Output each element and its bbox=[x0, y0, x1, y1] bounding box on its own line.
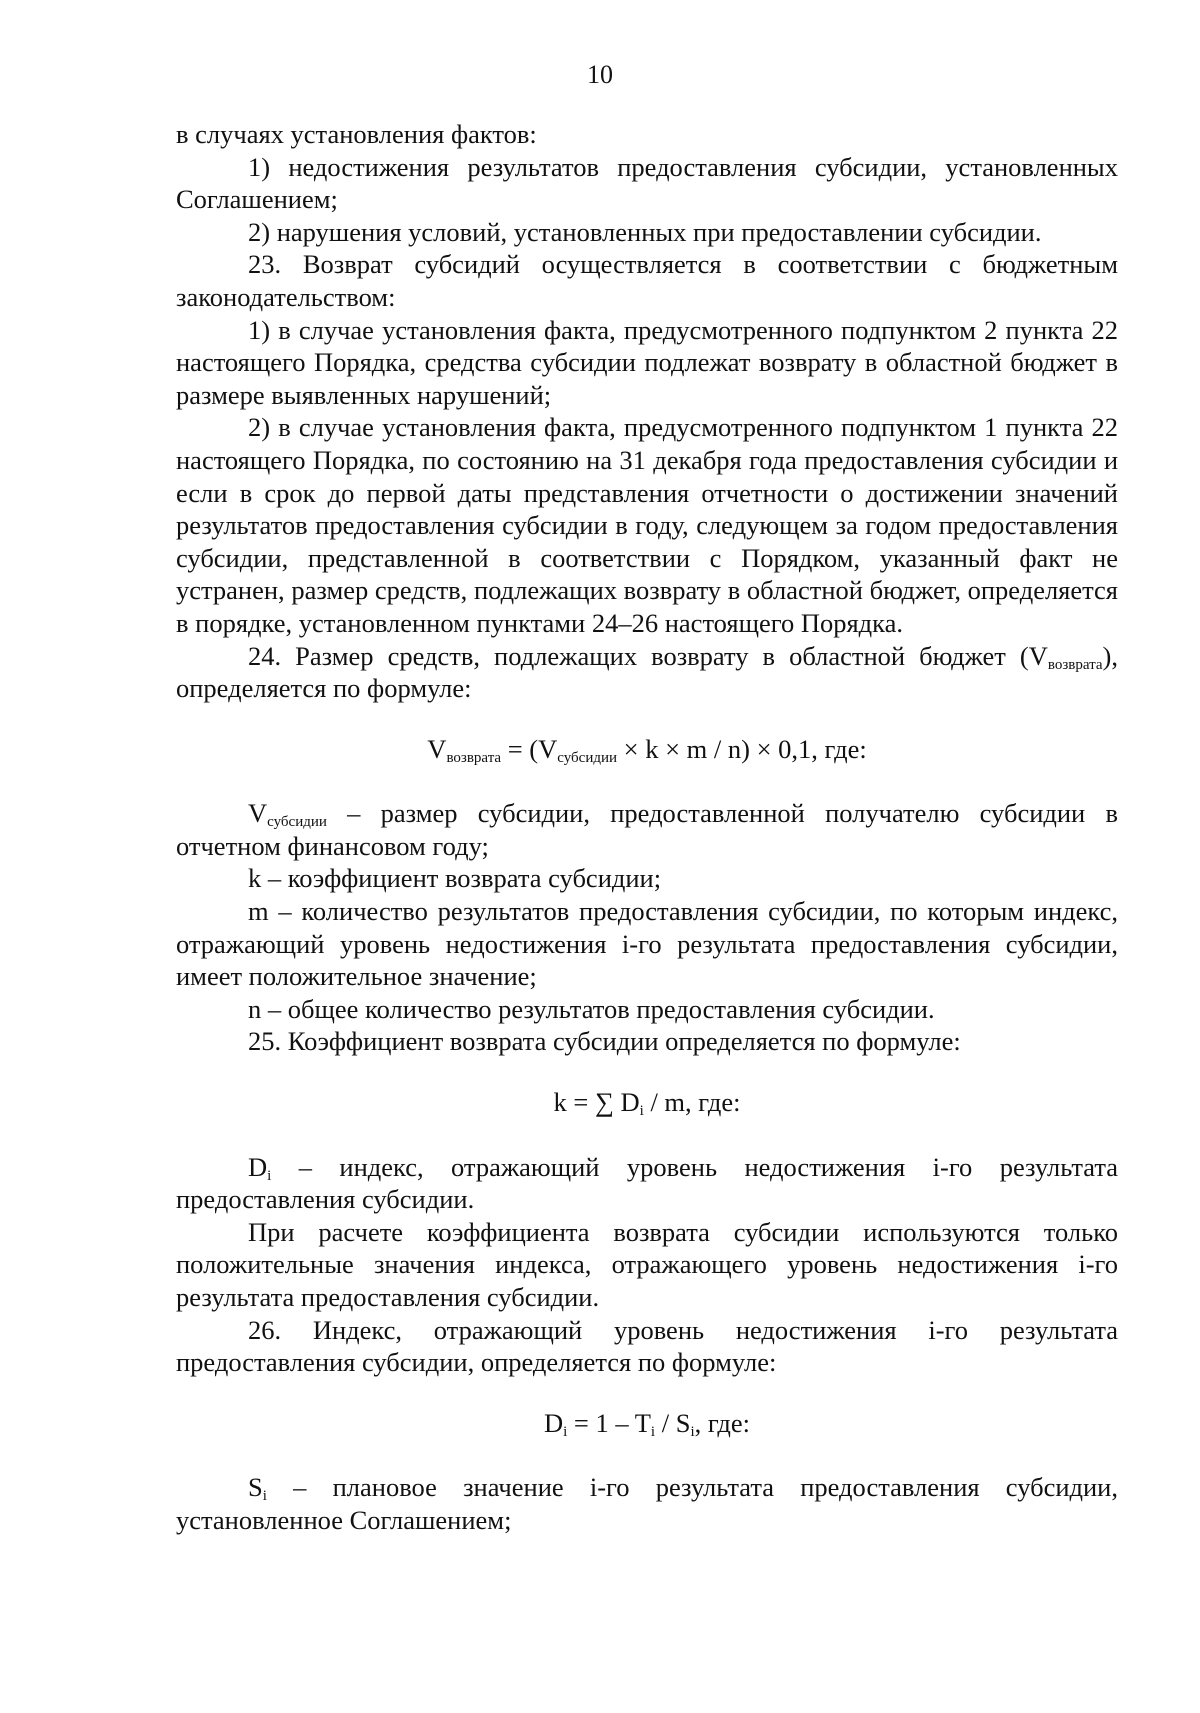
definition-m: m – количество результатов предоставления субсидии, по которым индекс, отражающий уровень недостижения i-го результата предоставления субсидии, имеет положительное значение; bbox=[176, 896, 1118, 992]
formula-k: k = ∑ $D_i$ / m, где: bbox=[553, 1087, 741, 1120]
formula-d: $D_i = 1 - T_i / S_i$, где: bbox=[543, 1407, 751, 1440]
paragraph-23-item-2: 2) в случае установления факта, предусмотренного подпунктом 1 пункта 22 настоящего Порядка, по состоянию на 31 декабря года предоставления субсидии и если в срок до первой даты представления отчетности о достижении значений результатов предоставления субсидии в году, следующем за годом предоставления субсидии, представленной в соответствии с Порядком, указанный факт не устранен, размер средств, подлежащих возврату в областной бюджет, определяется в порядке, установленном пунктами 24–26 настоящего Порядка. bbox=[176, 412, 1118, 638]
paragraph-positive-values: При расчете коэффициента возврата субсидии используются только положительные значения индекса, отражающего уровень недостижения i-го результата предоставления субсидии. bbox=[176, 1216, 1118, 1312]
paragraph-23: 23. Возврат субсидий осуществляется в соответствии с бюджетным законодательством: bbox=[176, 249, 1118, 312]
definition-n: n – общее количество результатов предоставления субсидии. bbox=[248, 993, 935, 1024]
paragraph-item-1: 1) недостижения результатов предоставления субсидии, установленных Соглашением; bbox=[176, 151, 1118, 215]
document-body bbox=[176, 118, 1118, 1537]
paragraph-item-2: 2) нарушения условий, установленных при предоставлении субсидии. bbox=[248, 216, 1042, 247]
paragraph-intro: в случаях установления фактов: bbox=[176, 119, 537, 149]
definition-s: $S_i$ – плановое значение i-го результата предоставления субсидии, установленное Соглашением; bbox=[176, 1472, 1118, 1535]
definition-d: $D_i$ – индекс, отражающий уровень недостижения i-го результата предоставления субсидии. bbox=[176, 1151, 1118, 1215]
definition-k: k – коэффициент возврата субсидии; bbox=[248, 863, 662, 894]
paragraph-26: 26. Индекс, отражающий уровень недостижения i-го результата предоставления субсидии, определяется по формуле: bbox=[176, 1314, 1118, 1378]
formula-v-return: $V_{возврата} = (V_{субсидии} \times k \times m / n) \times 0,1$, где: bbox=[427, 733, 867, 766]
paragraph-24: 24. Размер средств, подлежащих возврату в областной бюджет $(V_{возврата})$, определяется по формуле: bbox=[176, 640, 1118, 704]
page-number: 10 bbox=[587, 60, 613, 89]
definition-v-subsidy: $V_{субсидии}$ – размер субсидии, предоставленной получателю субсидии в отчетном финансовом году; bbox=[176, 798, 1118, 861]
paragraph-25: 25. Коэффициент возврата субсидии определяется по формуле: bbox=[248, 1026, 961, 1057]
paragraph-23-item-1: 1) в случае установления факта, предусмотренного подпунктом 2 пункта 22 настоящего Порядка, средства субсидии подлежат возврату в областной бюджет в размере выявленных нарушений; bbox=[176, 314, 1118, 410]
